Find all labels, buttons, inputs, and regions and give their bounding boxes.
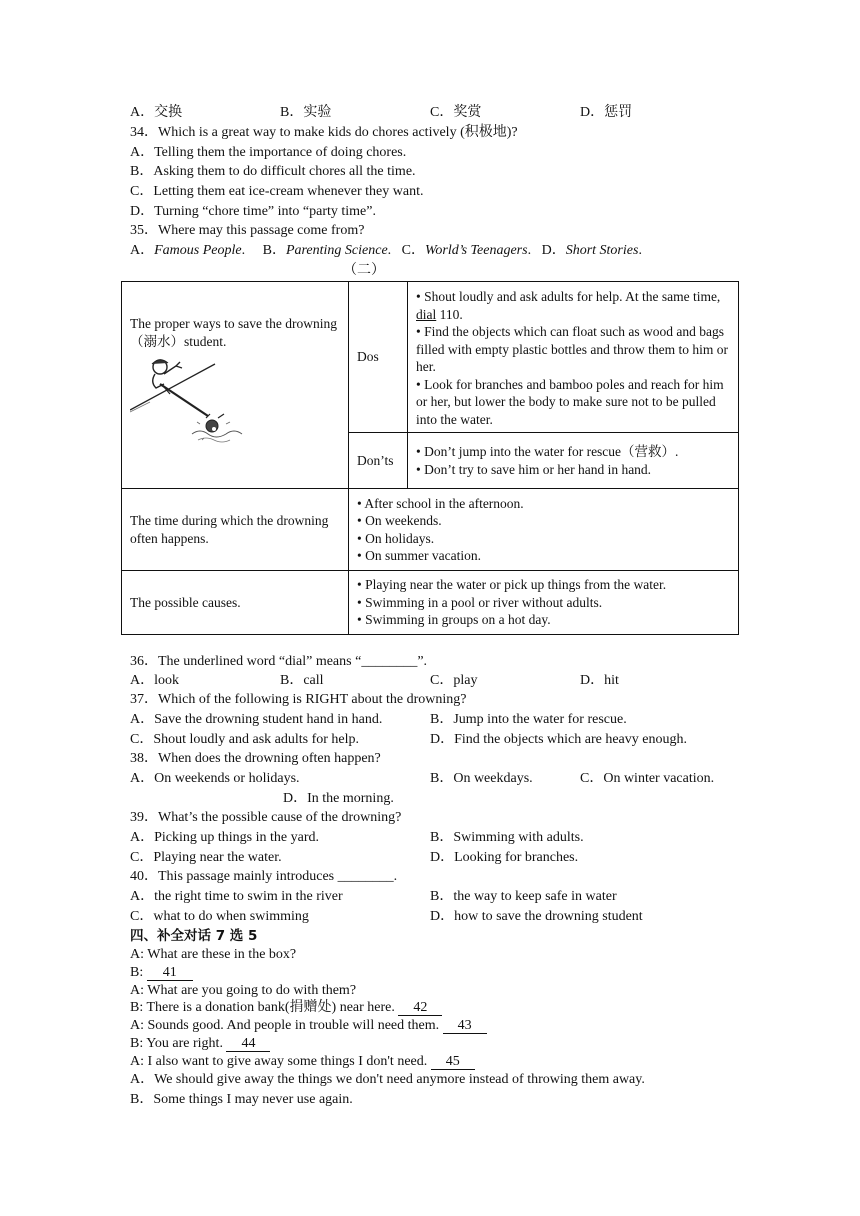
donts-item-1: • Don’t jump into the water for rescue（营救）. <box>416 444 679 459</box>
time-item: • On holidays. <box>357 530 435 546</box>
q35-stem: 35．Where may this passage come from? <box>130 223 365 238</box>
q40-option-b: B．the way to keep safe in water <box>430 889 617 904</box>
q35-option-c: C．World’s Teenagers. <box>401 243 532 258</box>
q40-option-c: C．what to do when swimming <box>130 909 309 924</box>
blank-41: 41 <box>147 965 193 981</box>
dialogue-line-4: B: There is a donation bank(捐赠处) near here. 42 <box>130 999 442 1017</box>
dialogue-line-5: A: Sounds good. And people in trouble will need them. 43 <box>130 1017 487 1035</box>
q37-option-b: B．Jump into the water for rescue. <box>430 712 627 727</box>
section-2-label: （二） <box>343 263 385 278</box>
choice-a: A．We should give away the things we don't need anymore instead of throwing them away. <box>130 1072 645 1087</box>
q37-option-d: D．Find the objects which are heavy enough. <box>430 732 687 747</box>
q37-option-a: A．Save the drowning student hand in hand. <box>130 712 383 727</box>
blank-43: 43 <box>443 1018 487 1034</box>
q36-option-a: A．look <box>130 673 179 688</box>
blank-45: 45 <box>431 1054 475 1070</box>
q34-option-a: A．Telling them the importance of doing chores. <box>130 145 407 160</box>
q37-option-c: C．Shout loudly and ask adults for help. <box>130 732 360 747</box>
dialogue-line-1: A: What are these in the box? <box>130 947 297 962</box>
dialogue-line-3: A: What are you going to do with them? <box>130 983 357 998</box>
section-4-title: 四、补全对话 7 选 5 <box>130 928 258 944</box>
dos-item-3: • Look for branches and bamboo poles and reach for him or her, but lower the body to make sure not to be pulled into the water. <box>416 376 724 427</box>
q35-option-d: D．Short Stories. <box>541 243 642 258</box>
cause-item: • Playing near the water or pick up things from the water. <box>357 577 667 593</box>
row-causes-label: The possible causes. <box>122 571 349 635</box>
q35-option-b: B．Parenting Science. <box>262 243 392 258</box>
dos-list <box>408 282 739 433</box>
cause-item: • Swimming in groups on a hot day. <box>357 612 551 628</box>
row-time-label: The time during which the drowning often happens. <box>122 489 349 571</box>
q40-stem: 40．This passage mainly introduces ________. <box>130 869 398 884</box>
q33-option-a: A．交换 <box>130 105 183 120</box>
q35-option-a: A．Famous People. <box>130 243 246 258</box>
dialogue-line-2: B: 41 <box>130 964 193 982</box>
donts-label-cell <box>349 433 408 489</box>
q36-stem: 36．The underlined word “dial” means “________”. <box>130 654 428 669</box>
drowning-illustration-icon <box>130 354 250 446</box>
blank-42: 42 <box>398 1000 442 1016</box>
q39-stem: 39．What’s the possible cause of the drowning? <box>130 810 402 825</box>
blank-44: 44 <box>226 1036 270 1052</box>
q38-option-d: D．In the morning. <box>283 791 394 806</box>
q33-option-b: B．实验 <box>280 105 332 120</box>
cause-item: • Swimming in a pool or river without adults. <box>357 594 603 610</box>
q34-option-c: C．Letting them eat ice-cream whenever they want. <box>130 184 424 199</box>
q36-option-c: C．play <box>430 673 478 688</box>
time-item: • On summer vacation. <box>357 548 481 563</box>
time-list <box>349 489 739 571</box>
q39-option-b: B．Swimming with adults. <box>430 830 584 845</box>
dos-item-2: • Find the objects which can float such as wood and bags filled with empty plastic bottles and throw them to him or her. <box>416 324 728 374</box>
time-item: • On weekends. <box>357 513 442 528</box>
dos-item-1: • Shout loudly and ask adults for help. At the same time, dial 110. <box>416 289 721 322</box>
causes-list <box>349 571 739 635</box>
q34-stem: 34．Which is a great way to make kids do chores actively (积极地)? <box>130 125 518 140</box>
time-item: • After school in the afternoon. <box>357 495 524 511</box>
dos-label-cell <box>349 282 408 433</box>
q38-option-b: B．On weekdays. <box>430 771 533 786</box>
dos-label: Dos <box>357 349 379 365</box>
q38-option-c: C．On winter vacation. <box>580 771 715 786</box>
donts-item-2: • Don’t try to save him or her hand in hand. <box>416 461 652 477</box>
dial-underlined-word: dial <box>416 306 437 322</box>
q40-option-a: A．the right time to swim in the river <box>130 889 343 904</box>
q38-option-a: A．On weekends or holidays. <box>130 771 300 786</box>
q40-option-d: D．how to save the drowning student <box>430 909 643 924</box>
q33-option-d: D．惩罚 <box>580 105 633 120</box>
q39-option-d: D．Looking for branches. <box>430 850 579 865</box>
q38-stem: 38．When does the drowning often happen? <box>130 751 381 766</box>
dialogue-line-6: B: You are right. 44 <box>130 1035 270 1053</box>
q34-option-d: D．Turning “chore time” into “party time”. <box>130 204 376 219</box>
drowning-info-table <box>121 281 739 635</box>
q36-option-b: B．call <box>280 673 324 688</box>
dialogue-line-7: A: I also want to give away some things I don't need. 45 <box>130 1053 475 1071</box>
q33-option-c: C．奖赏 <box>430 105 482 120</box>
q39-option-a: A．Picking up things in the yard. <box>130 830 319 845</box>
donts-label: Don’ts <box>357 452 394 468</box>
q39-option-c: C．Playing near the water. <box>130 850 282 865</box>
donts-list <box>408 433 739 489</box>
q36-option-d: D．hit <box>580 673 619 688</box>
q35-options <box>130 242 642 260</box>
q37-stem: 37．Which of the following is RIGHT about the drowning? <box>130 692 467 707</box>
proper-ways-text: The proper ways to save the drowning（溺水）student. <box>130 316 337 349</box>
row-proper-ways-label <box>122 282 349 489</box>
q34-option-b: B．Asking them to do difficult chores all the time. <box>130 164 416 179</box>
choice-b: B．Some things I may never use again. <box>130 1092 353 1107</box>
